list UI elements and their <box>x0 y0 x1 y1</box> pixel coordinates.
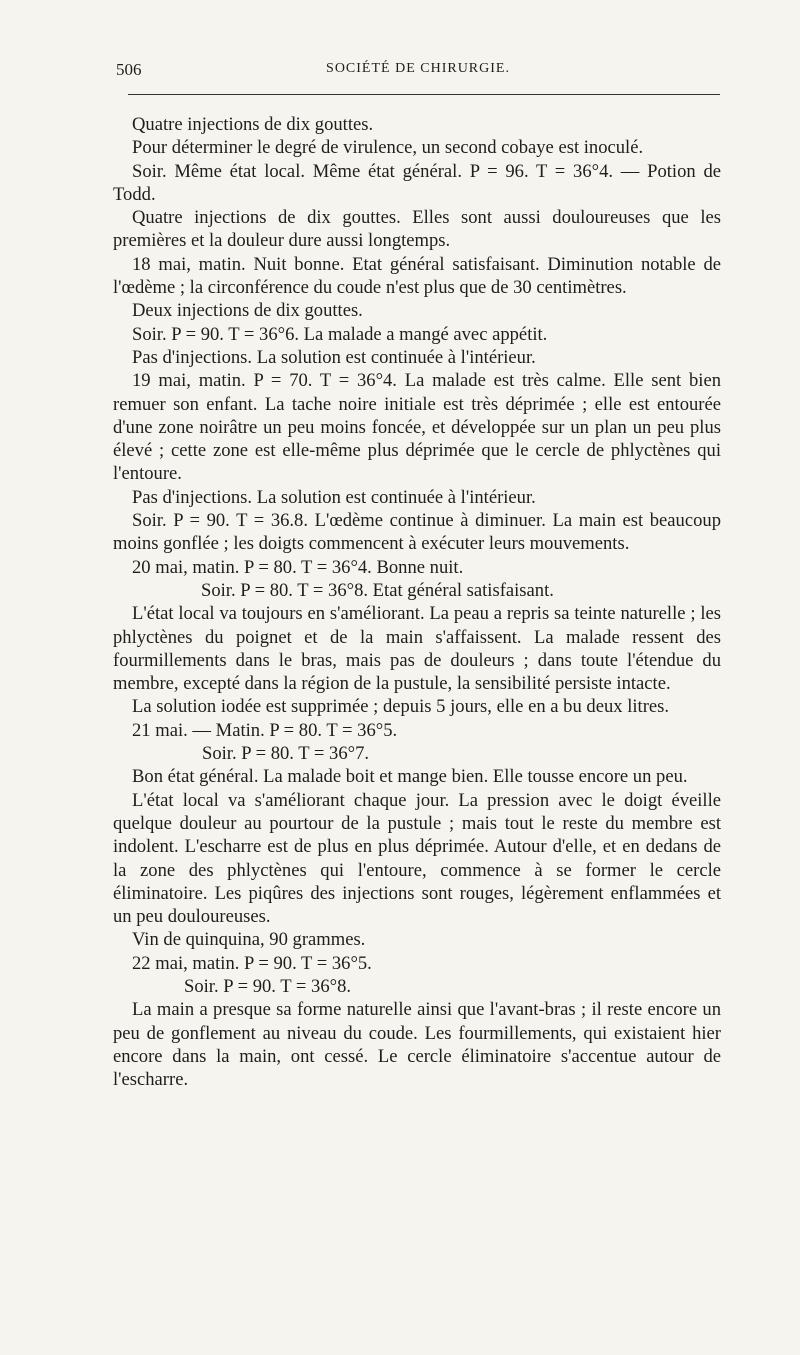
paragraph: 22 mai, matin. P = 90. T = 36°5. <box>132 952 372 974</box>
paragraph: Quatre injections de dix gouttes. <box>132 114 374 135</box>
paragraph: Soir. P = 90. T = 36.8. L'œdème continue à diminuer. La main est beaucoup moins gonflée ; les doigts commencent à exécuter leurs mouvements. <box>113 510 721 555</box>
paragraph: Soir. P = 80. T = 36°8. Etat général satisfaisant. <box>201 579 554 601</box>
page-header <box>116 60 720 84</box>
paragraph: Deux injections de dix gouttes. <box>132 300 363 322</box>
paragraph: Soir. Même état local. Même état général. P = 96. T = 36°4. — Potion de Todd. <box>113 160 721 205</box>
paragraph: La solution iodée est supprimée ; depuis 5 jours, elle en a bu deux litres. <box>132 696 670 718</box>
paragraph: L'état local va s'améliorant chaque jour. La pression avec le doigt éveille quelque douleur au pourtour de la pustule ; mais tout le reste du membre est indolent. L'escharre est de plus en plus déprimée. Autour d'elle, et en dedans de la zone des phlyctènes qui l'entoure, commence à se former le cercle éliminatoire. Les piqûres des injections sont rouges, légèrement enflammées et un peu douloureuses. <box>113 789 721 928</box>
paragraph: Soir. P = 80. T = 36°7. <box>202 743 370 765</box>
paragraph: 19 mai, matin. P = 70. T = 36°4. La malade est très calme. Elle sent bien remuer son enfant. La tache noire initiale est très déprimée ; elle est entourée d'une zone noirâtre un peu moins foncée, et développée sur un plan un peu plus élevé ; cette zone est elle-même plus déprimée que le cercle de phlyctènes qui l'entoure. <box>113 370 721 485</box>
paragraph: Bon état général. La malade boit et mange bien. Elle tousse encore un peu. <box>132 766 688 788</box>
paragraph: La main a presque sa forme naturelle ainsi que l'avant-bras ; il reste encore un peu de gonflement au niveau du coude. Les fourmillements, qui existaient hier encore dans la main, ont cessé. Le cercle éliminatoire s'accentue autour de l'escharre. <box>113 999 721 1091</box>
paragraph: Pas d'injections. La solution est continuée à l'intérieur. <box>132 346 536 368</box>
paragraph: Pour déterminer le degré de virulence, un second cobaye est inoculé. <box>132 137 644 159</box>
header-rule <box>128 94 720 95</box>
body-text <box>113 113 721 1091</box>
paragraph: Soir. P = 90. T = 36°6. La malade a mangé avec appétit. <box>132 323 548 345</box>
paragraph: Vin de quinquina, 90 grammes. <box>132 929 366 951</box>
paragraph: Quatre injections de dix gouttes. Elles sont aussi douloureuses que les premières et la douleur dure aussi longtemps. <box>113 207 721 252</box>
paragraph: 18 mai, matin. Nuit bonne. Etat général satisfaisant. Diminution notable de l'œdème ; la circonférence du coude n'est plus que de 30 centimètres. <box>113 253 721 299</box>
page-number: 506 <box>116 60 142 79</box>
paragraph: L'état local va toujours en s'améliorant. La peau a repris sa teinte naturelle ; les phlyctènes du poignet et de la main s'affaissent. La malade ressent des fourmillements dans le bras, mais pas de douleurs ; dans toute l'étendue du membre, excepté dans la région de la pustule, la sensibilité persiste intacte. <box>113 603 721 695</box>
paragraph: 21 mai. — Matin. P = 80. T = 36°5. <box>132 719 398 741</box>
paragraph: Pas d'injections. La solution est continuée à l'intérieur. <box>132 486 536 508</box>
paragraph: 20 mai, matin. P = 80. T = 36°4. Bonne nuit. <box>132 556 464 578</box>
paragraph: Soir. P = 90. T = 36°8. <box>184 975 352 997</box>
running-title: SOCIÉTÉ DE CHIRURGIE. <box>326 61 510 76</box>
